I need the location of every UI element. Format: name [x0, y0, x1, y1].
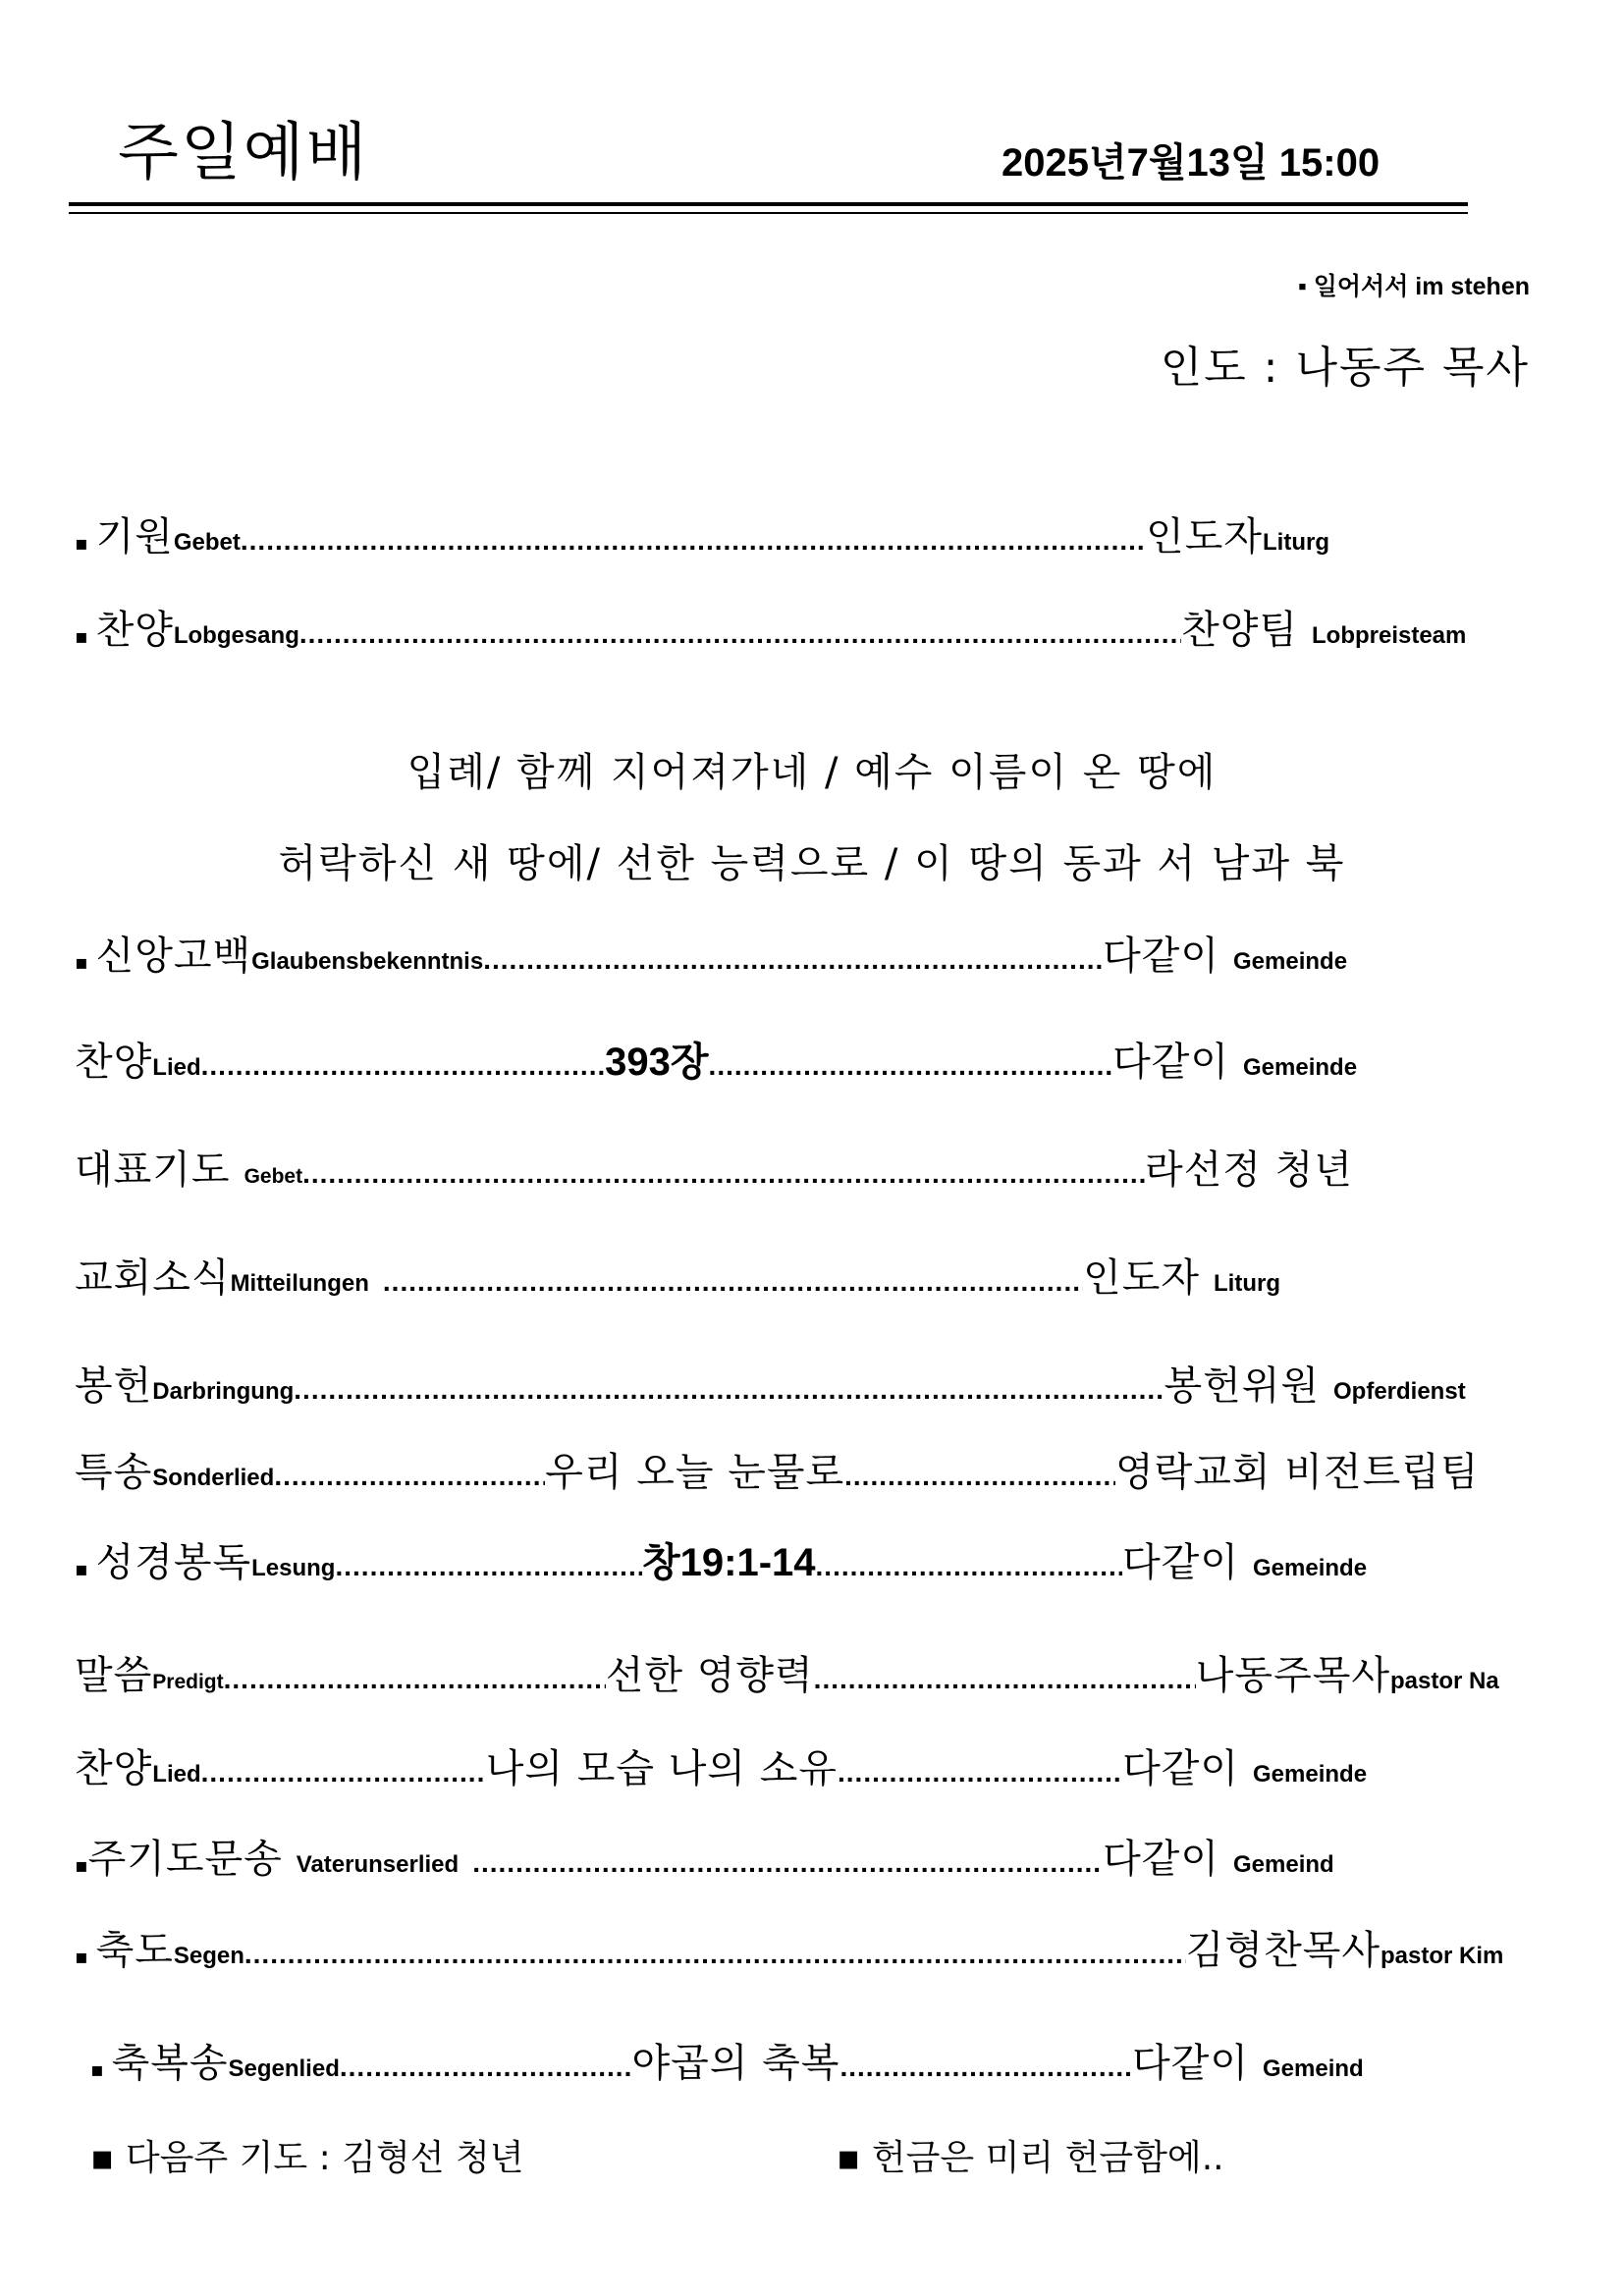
header-rule-thin	[69, 212, 1468, 214]
order-item	[75, 1355, 1528, 1411]
dot-leader	[340, 2052, 632, 2083]
item-title: 봉헌	[75, 1363, 153, 1409]
item-title-de: Glaubensbekenntnis	[251, 948, 484, 975]
item-title-de: Gebet	[173, 529, 241, 556]
dot-leader	[814, 1664, 1196, 1695]
item-detail: 393장	[605, 1041, 709, 1084]
item-title: 특송	[75, 1450, 153, 1495]
item-title-de: Segenlied	[228, 2056, 340, 2082]
order-item	[75, 1828, 1528, 1884]
order-item	[75, 925, 1528, 981]
order-item	[75, 1139, 1528, 1195]
dot-leader	[302, 1158, 1145, 1190]
bullet: ▪	[75, 1853, 88, 1877]
order-item	[75, 1031, 1528, 1087]
dot-leader	[224, 1664, 606, 1695]
bullet: ▪	[75, 950, 88, 974]
item-person: 다같이	[1122, 1540, 1239, 1585]
order-item	[75, 1531, 1528, 1587]
item-detail: 창19:1-14	[642, 1541, 816, 1584]
item-title: 주기도문송	[87, 1837, 283, 1882]
item-person-de: Gemeinde	[1253, 1761, 1368, 1788]
item-person: 다같이	[1103, 1837, 1219, 1882]
order-item	[75, 1919, 1528, 1975]
dot-leader	[274, 1461, 545, 1492]
item-person-de: Liturg	[1263, 529, 1329, 556]
item-title: 신앙고백	[95, 934, 252, 979]
item-title: 성경봉독	[95, 1540, 252, 1585]
dot-leader	[816, 1551, 1123, 1582]
order-item	[75, 1737, 1528, 1793]
item-person-de: Opferdienst	[1333, 1378, 1466, 1405]
item-person: 봉헌위원	[1164, 1363, 1320, 1409]
bullet: ▪	[75, 624, 88, 648]
item-title-de: Segen	[173, 1943, 244, 1969]
service-leader: 인도 : 나동주 목사	[1160, 343, 1530, 393]
item-person: 다같이	[1122, 1746, 1239, 1791]
header-rule-thick	[69, 202, 1468, 206]
standing-note: ▪ 일어서서 im stehen	[1297, 273, 1530, 300]
item-person: 다같이	[1103, 934, 1219, 979]
dot-leader	[241, 525, 1146, 557]
item-title: 말씀	[75, 1653, 153, 1698]
item-detail: 나의 모습 나의 소유	[485, 1746, 838, 1791]
item-person-de: Gemeind	[1263, 2056, 1364, 2082]
bullet: ▪	[75, 1945, 88, 1968]
item-person: 인도자	[1146, 514, 1263, 560]
item-person: 라선정 청년	[1145, 1148, 1353, 1193]
item-title-de: Lied	[152, 1054, 201, 1081]
item-person-de: pastor Na	[1390, 1668, 1499, 1694]
bullet: ▪	[90, 2057, 104, 2081]
order-item	[75, 506, 1528, 561]
item-person-de: Gemeind	[1233, 1851, 1334, 1878]
order-item	[90, 2032, 1528, 2088]
dot-leader	[335, 1551, 642, 1582]
dot-leader	[201, 1050, 606, 1082]
item-title-de: Lesung	[251, 1555, 336, 1581]
item-person: 영락교회 비전트립팀	[1115, 1450, 1480, 1495]
bullet: ▪	[75, 531, 88, 555]
item-person-de: Gemeinde	[1233, 948, 1348, 975]
item-title-de: Sonderlied	[152, 1465, 275, 1491]
item-detail: 야곱의 축복	[631, 2041, 840, 2086]
item-title: 축복송	[111, 2041, 229, 2086]
item-title-de: Lobgesang	[173, 622, 299, 649]
offering-note: ▪ 헌금은 미리 헌금함에..	[837, 2138, 1224, 2178]
item-title-de: Lied	[152, 1761, 201, 1788]
item-person-de: Gemeinde	[1243, 1054, 1358, 1081]
dot-leader	[709, 1050, 1113, 1082]
item-title: 축도	[95, 1928, 174, 1973]
dot-leader	[383, 1266, 1083, 1298]
item-detail: 우리 오늘 눈물로	[545, 1450, 845, 1495]
item-title: 찬양	[75, 1746, 153, 1791]
item-person-de: Lobpreisteam	[1312, 622, 1467, 649]
dot-leader	[483, 944, 1103, 976]
item-title: 찬양	[95, 608, 174, 653]
item-title-de: Predigt	[152, 1671, 224, 1693]
item-person-de: Gemeinde	[1253, 1555, 1368, 1581]
order-item	[75, 1644, 1528, 1700]
item-person-de: pastor Kim	[1380, 1943, 1504, 1969]
dot-leader	[844, 1461, 1115, 1492]
dot-leader	[201, 1757, 486, 1789]
dot-leader	[838, 1757, 1122, 1789]
item-person: 다같이	[1112, 1040, 1229, 1085]
item-title-de: Vaterunserlied	[296, 1851, 460, 1878]
dot-leader	[244, 1939, 1186, 1970]
dot-leader	[839, 2052, 1132, 2083]
bullet: ▪	[75, 1557, 88, 1580]
next-week-prayer: ▪ 다음주 기도 : 김형선 청년	[90, 2138, 524, 2178]
order-item	[75, 599, 1528, 655]
item-title-de: Darbringung	[152, 1378, 295, 1405]
page-title: 주일예배	[118, 117, 369, 189]
dot-leader	[299, 618, 1181, 650]
item-title: 교회소식	[75, 1255, 231, 1301]
item-title-de: Mitteilungen	[230, 1270, 369, 1297]
item-person: 찬양팀	[1181, 608, 1298, 653]
item-detail: 선한 영향력	[605, 1653, 814, 1698]
item-person: 다같이	[1132, 2041, 1250, 2086]
item-title: 찬양	[75, 1040, 153, 1085]
item-title: 대표기도	[75, 1148, 231, 1193]
item-person: 나동주목사	[1195, 1653, 1390, 1698]
order-item	[75, 1441, 1528, 1497]
item-person: 인도자	[1083, 1255, 1200, 1301]
item-person-de: Liturg	[1214, 1270, 1280, 1297]
service-datetime: 2025년7월13일 15:00	[1001, 141, 1380, 185]
item-title: 기원	[95, 514, 174, 560]
item-title-de: Gebet	[244, 1165, 303, 1188]
dot-leader	[472, 1847, 1103, 1879]
entrance-song-line-2: 허락하신 새 땅에/ 선한 능력으로 / 이 땅의 동과 서 남과 북	[278, 841, 1346, 886]
item-person: 김형찬목사	[1185, 1928, 1380, 1973]
entrance-song-line-1: 입례/ 함께 지어져가네 / 예수 이름이 온 땅에	[406, 750, 1218, 795]
order-item	[75, 1247, 1528, 1303]
dot-leader	[294, 1374, 1164, 1406]
